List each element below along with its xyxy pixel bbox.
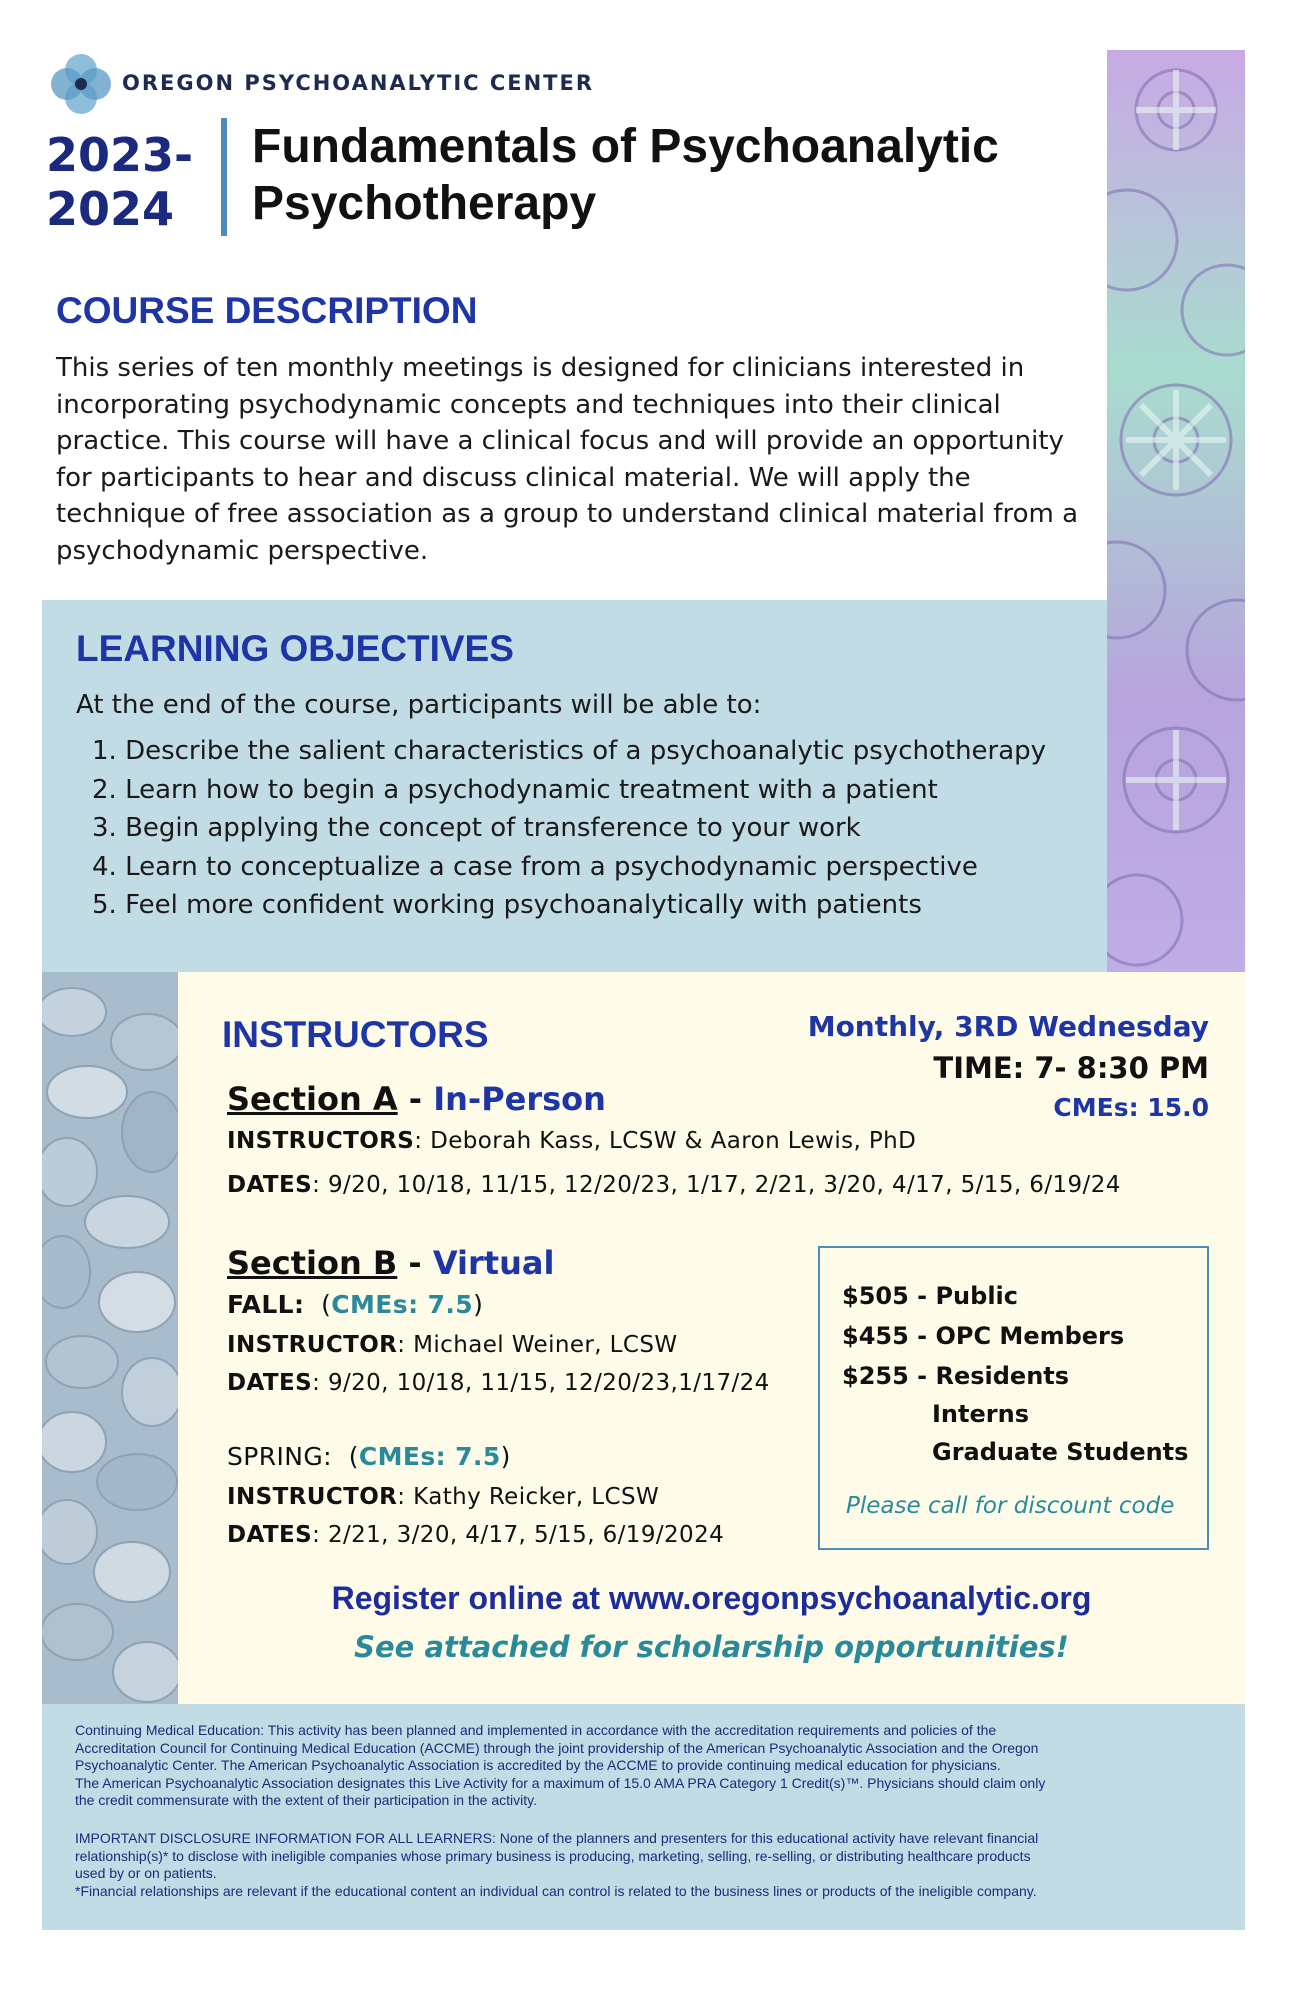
fall-instructor [227, 1332, 678, 1358]
price-interns: Interns [932, 1400, 1029, 1428]
title-line-1: Fundamentals of Psychoanalytic [252, 120, 999, 173]
title-line-2: Psychotherapy [252, 177, 597, 230]
footer-line: relationship(s)* to disclose with ineligible companies whose primary business is producing, marketing, selling, re-selling, or distributing healthcare products [75, 1847, 1031, 1864]
spring-label: SPRING [227, 1442, 324, 1471]
objective-item: 5. Feel more confident working psychoanalytically with patients [92, 890, 922, 920]
dates-value: : 9/20, 10/18, 11/15, 12/20/23,1/17/24 [312, 1370, 770, 1396]
spring-cmes: CMEs: 7.5 [358, 1442, 501, 1471]
year-range [46, 128, 193, 236]
description-line: technique of free association as a group to understand clinical material from a [56, 499, 1079, 529]
dates-value: : 9/20, 10/18, 11/15, 12/20/23, 1/17, 2/21, 3/20, 4/17, 5/15, 6/19/24 [312, 1172, 1121, 1198]
title-divider [221, 118, 227, 236]
disclosure-statement [75, 1830, 1225, 1900]
instructor-label: INSTRUCTOR [227, 1332, 398, 1358]
description-line: psychodynamic perspective. [56, 535, 429, 566]
instructors-value: : Deborah Kass, LCSW & Aaron Lewis, PhD [414, 1128, 917, 1154]
footer-line: used by or on patients. [75, 1865, 217, 1881]
dates-label: DATES [227, 1370, 313, 1396]
footer-line: *Financial relationships are relevant if the educational content an individual can control is related to the business lines or products of the ineligible company. [75, 1882, 1037, 1899]
price-members: $455 - OPC Members [842, 1322, 1125, 1350]
year-line-2: 2024 [46, 182, 175, 236]
pricing-box [818, 1246, 1209, 1550]
description-line: practice. This course will have a clinical focus and will provide an opportunity [56, 426, 1064, 456]
spring-paren-open: : ( [323, 1442, 359, 1471]
section-a-instructors [227, 1128, 916, 1154]
dates-label: DATES [227, 1172, 313, 1198]
instructors-heading: INSTRUCTORS [222, 1014, 489, 1055]
page-title [252, 118, 1092, 232]
learning-objectives-heading: LEARNING OBJECTIVES [76, 628, 514, 669]
description-line: incorporating psychodynamic concepts and techniques into their clinical [56, 389, 1001, 420]
instructor-value: : Michael Weiner, LCSW [397, 1332, 678, 1358]
section-a-title [227, 1080, 606, 1118]
footer-line: Accreditation Council for Continuing Medical Education (ACCME) through the joint providership of the American Psychoanalytic Association and the Oregon [75, 1739, 1039, 1756]
objective-item: 1. Describe the salient characteristics of a psychoanalytic psychotherapy [92, 736, 1047, 766]
fall-paren-open: ( [304, 1290, 332, 1319]
footer-line: IMPORTANT DISCLOSURE INFORMATION FOR ALL LEARNERS: None of the planners and presenters for this educational activity have relevant financial [75, 1830, 1039, 1846]
instructors-label: INSTRUCTORS [227, 1128, 415, 1154]
fall-term [227, 1290, 483, 1319]
scholarship-note: See attached for scholarship opportunities! [354, 1630, 1069, 1664]
footer-line: the credit commensurate with the extent of their participation in the activity. [75, 1792, 537, 1808]
objective-item: 4. Learn to conceptualize a case from a psychodynamic perspective [92, 851, 978, 882]
price-public: $505 - Public [842, 1282, 1019, 1310]
course-description-heading: COURSE DESCRIPTION [56, 290, 478, 331]
year-line-1: 2023- [46, 128, 194, 182]
instructor-value: : Kathy Reicker, LCSW [397, 1484, 660, 1510]
fall-label: FALL: [227, 1290, 305, 1319]
footer-line: Psychoanalytic Center. The American Psychoanalytic Association is accredited by the ACCME to provide continuing medical education for physicians. [75, 1757, 1001, 1773]
description-line: for participants to hear and discuss clinical material. We will apply the [56, 462, 971, 493]
discount-note: Please call for discount code [846, 1493, 1175, 1519]
section-a-dates [227, 1172, 1121, 1198]
description-line: This series of ten monthly meetings is designed for clinicians interested in [56, 353, 1025, 383]
price-residents: $255 - Residents [842, 1362, 1070, 1390]
schedule-time: TIME: 7- 8:30 PM [933, 1051, 1209, 1085]
course-description-body [56, 350, 1096, 569]
dates-label: DATES [227, 1522, 313, 1548]
section-a-name: Section A [227, 1080, 398, 1118]
learning-objectives-list [92, 736, 1046, 929]
section-b-separator: - [397, 1244, 433, 1282]
section-a-mode: In-Person [433, 1080, 606, 1118]
schedule-cmes: CMEs: 15.0 [1053, 1093, 1209, 1122]
section-b-name: Section B [227, 1244, 398, 1282]
stones-image [42, 972, 178, 1704]
price-grad-students: Graduate Students [932, 1438, 1189, 1466]
dates-value: : 2/21, 3/20, 4/17, 5/15, 6/19/2024 [312, 1522, 725, 1548]
spring-term [227, 1442, 511, 1471]
cme-statement [75, 1722, 1225, 1810]
fall-cmes: CMEs: 7.5 [331, 1290, 474, 1319]
section-b-title [227, 1244, 554, 1282]
section-a-separator: - [397, 1080, 434, 1118]
register-link[interactable]: Register online at www.oregonpsychoanalytic.org [331, 1580, 1092, 1616]
instructor-label: INSTRUCTOR [227, 1484, 398, 1510]
schedule-info [808, 1010, 1209, 1122]
objective-item: 2. Learn how to begin a psychodynamic treatment with a patient [92, 774, 938, 805]
spring-instructor [227, 1484, 659, 1510]
org-name: OREGON PSYCHOANALYTIC CENTER [122, 71, 595, 95]
spring-dates [227, 1522, 724, 1548]
section-b-mode: Virtual [432, 1244, 555, 1282]
learning-objectives-intro: At the end of the course, participants will be able to: [76, 690, 762, 720]
decorative-pattern-strip [1107, 50, 1245, 972]
footer-line: Continuing Medical Education: This activity has been planned and implemented in accordance with the accreditation requirements and policies of the [75, 1722, 997, 1738]
schedule-frequency: Monthly, 3RD Wednesday [807, 1010, 1209, 1043]
logo-icon [46, 50, 116, 118]
footer-line: The American Psychoanalytic Association designates this Live Activity for a maximum of 15.0 AMA PRA Category 1 Credit(s)™. Physicians should claim only [75, 1774, 1046, 1791]
fall-dates [227, 1370, 770, 1396]
objective-item: 3. Begin applying the concept of transference to your work [92, 813, 861, 843]
spring-paren-close: ) [500, 1442, 511, 1471]
fall-paren-close: ) [473, 1290, 484, 1319]
